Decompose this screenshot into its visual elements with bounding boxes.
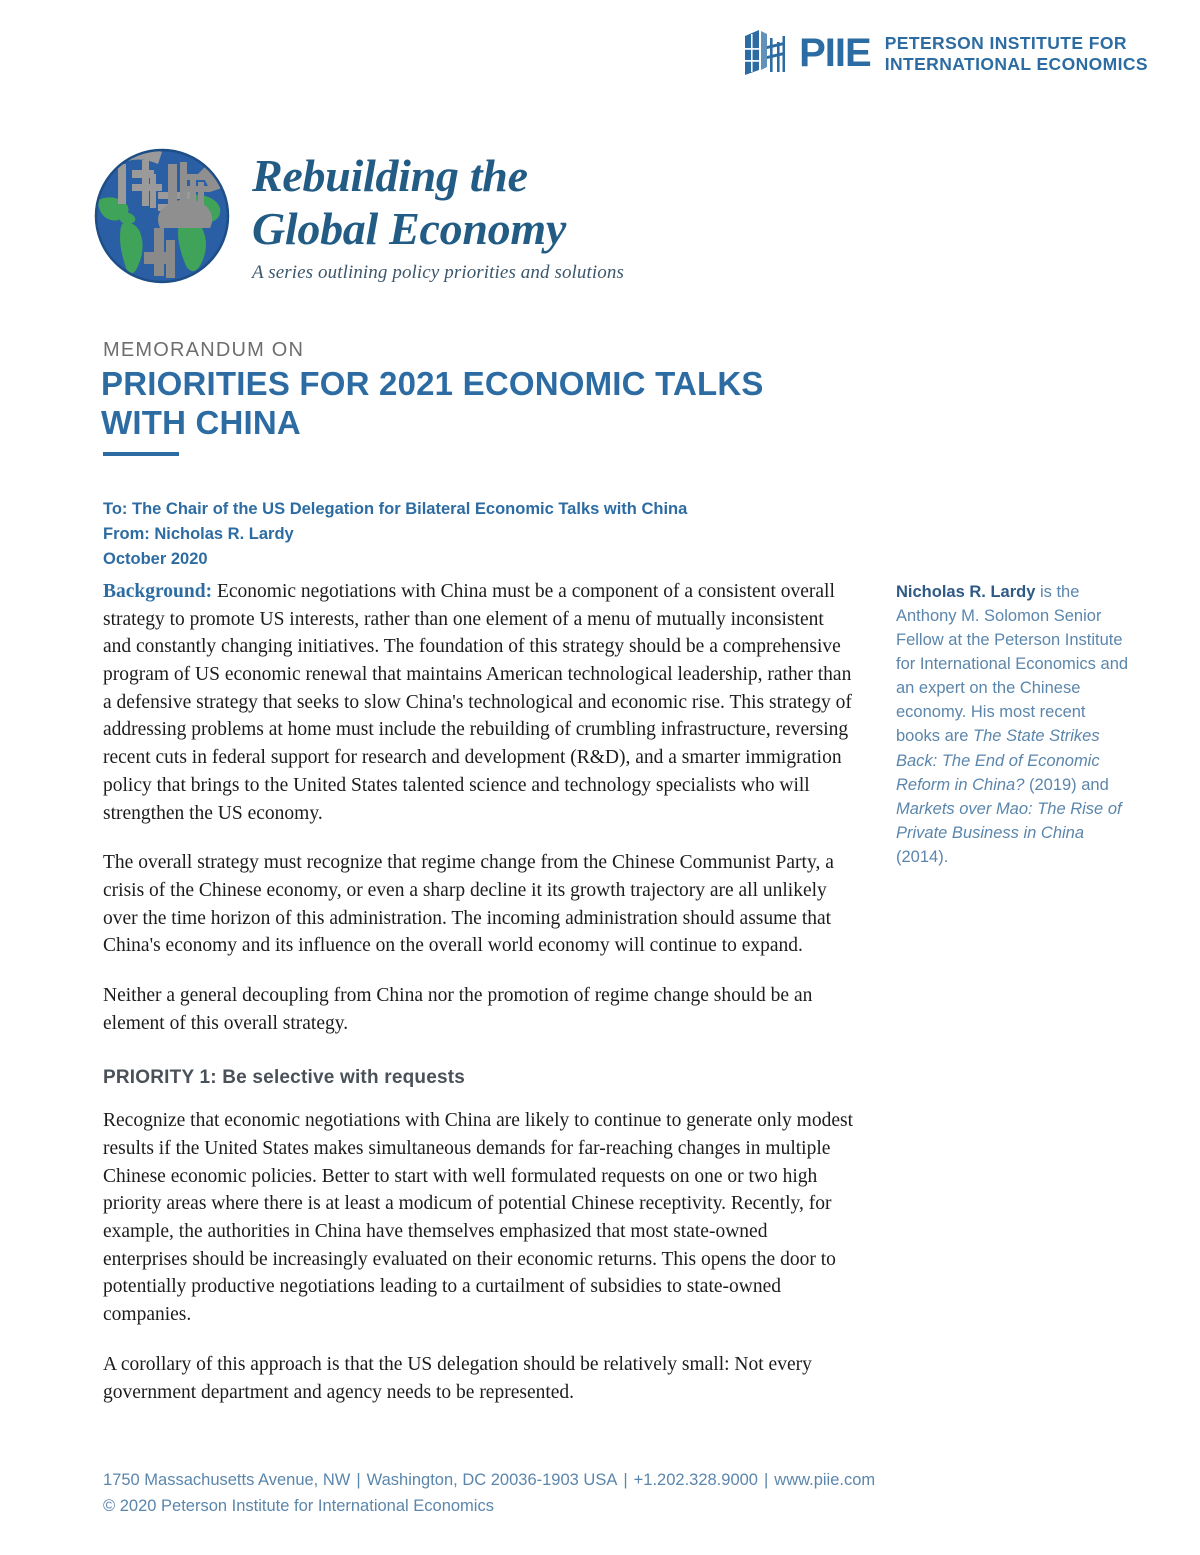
author-bio-text-3: (2014). (896, 847, 949, 866)
memo-meta (103, 497, 843, 571)
author-book-1: The State Strikes Back: The End of Economic Reform in China? (896, 727, 1100, 794)
footer-phone: +1.202.328.9000 (633, 1471, 758, 1489)
page-title (101, 365, 861, 443)
footer-separator-3: | (763, 1471, 769, 1489)
main-content (103, 578, 855, 1428)
footer-separator-1: | (356, 1471, 361, 1489)
page-title-line2: WITH CHINA (101, 403, 301, 441)
globe-industry-icon (88, 140, 236, 288)
series-title-line1: Rebuilding the (252, 150, 528, 202)
author-bio-text-2: (2019) and (1024, 775, 1109, 794)
paragraph-2: The overall strategy must recognize that regime change from the Chinese Communist Party, a crisis of the Chinese economy, or even a sharp decline it its growth trajectory are all unlikely over the time horizon of this administration. The incoming administration should assume that China's economy and its influence on the overall world economy will continue to expand. (103, 852, 834, 957)
footer-contact-line (103, 1468, 1053, 1494)
footer-city: Washington, DC 20036-1903 USA (366, 1471, 618, 1489)
paragraph-background (103, 578, 855, 827)
piie-full-name-line1: PETERSON INSTITUTE FOR (884, 32, 1127, 53)
series-logo (88, 140, 624, 288)
paragraph-5: A corollary of this approach is that the US delegation should be relatively small: Not every government department and agency needs to be represented. (103, 1353, 812, 1403)
paragraph-3: Neither a general decoupling from China nor the promotion of regime change should be an element of this overall strategy. (103, 984, 813, 1034)
paragraph-4: Recognize that economic negotiations with China are likely to continue to generate only modest results if the United States makes simultaneous demands for far-reaching changes in multiple Chinese economic policies. Better to start with well formulated requests on one or two high priority areas where there is at least a modicum of potential Chinese receptivity. Recently, for example, the authorities in China have themselves emphasized that most state-owned enterprises should be increasingly evaluated on their economic returns. This opens the door to potentially productive negotiations leading to a curtailment of subsidies to state-owned companies. (103, 1110, 853, 1326)
piie-building-icon (743, 26, 785, 82)
author-bio-text-1: is the Anthony M. Solomon Senior Fellow at the Peterson Institute for International Economics and an expert on the Chinese economy. His most recent books are (896, 583, 1129, 746)
memo-date: October 2020 (103, 549, 208, 568)
series-subtitle: A series outlining policy priorities and solutions (252, 261, 624, 283)
piie-wordmark: PIIE (799, 31, 871, 75)
series-text (252, 144, 624, 284)
footer-website-link[interactable]: www.piie.com (774, 1471, 876, 1489)
footer-separator-2: | (623, 1471, 628, 1489)
memo-to: To: The Chair of the US Delegation for Bilateral Economic Talks with China (103, 500, 688, 518)
author-name: Nicholas R. Lardy (896, 583, 1036, 601)
piie-full-name-line2: INTERNATIONAL ECONOMICS (884, 54, 1148, 74)
footer (103, 1468, 1053, 1519)
title-divider (103, 452, 179, 456)
author-bio (896, 580, 1130, 869)
piie-full-name (885, 33, 1148, 76)
footer-copyright: © 2020 Peterson Institute for International Economics (103, 1496, 494, 1515)
memorandum-kicker: MEMORANDUM ON (103, 339, 305, 361)
paragraph-background-text: Economic negotiations with China must be a component of a consistent overall strategy to promote US interests, rather than one element of a menu of mutually inconsistent and constantly changing initiatives. The foundation of this strategy should be a comprehensive program of US economic renewal that maintains American technological leadership, rather than a defensive strategy that seeks to slow China's technological and economic rise. This strategy of addressing problems at home must include the rebuilding of crumbling infrastructure, reversing recent cuts in federal support for research and development (R&D), and a smarter immigration policy that brings to the United States talented science and technology specialists who will strengthen the US economy. (103, 581, 852, 824)
memo-from: From: Nicholas R. Lardy (103, 524, 294, 543)
piie-logo (743, 26, 1148, 82)
priority-1-heading: PRIORITY 1: Be selective with requests (103, 1067, 466, 1089)
background-label: Background: (103, 581, 213, 602)
author-book-2: Markets over Mao: The Rise of Private Business in China (896, 799, 1122, 842)
series-title-line2: Global Economy (252, 203, 566, 254)
page-title-line1: PRIORITIES FOR 2021 ECONOMIC TALKS (101, 365, 764, 402)
footer-address: 1750 Massachusetts Avenue, NW (103, 1471, 351, 1489)
